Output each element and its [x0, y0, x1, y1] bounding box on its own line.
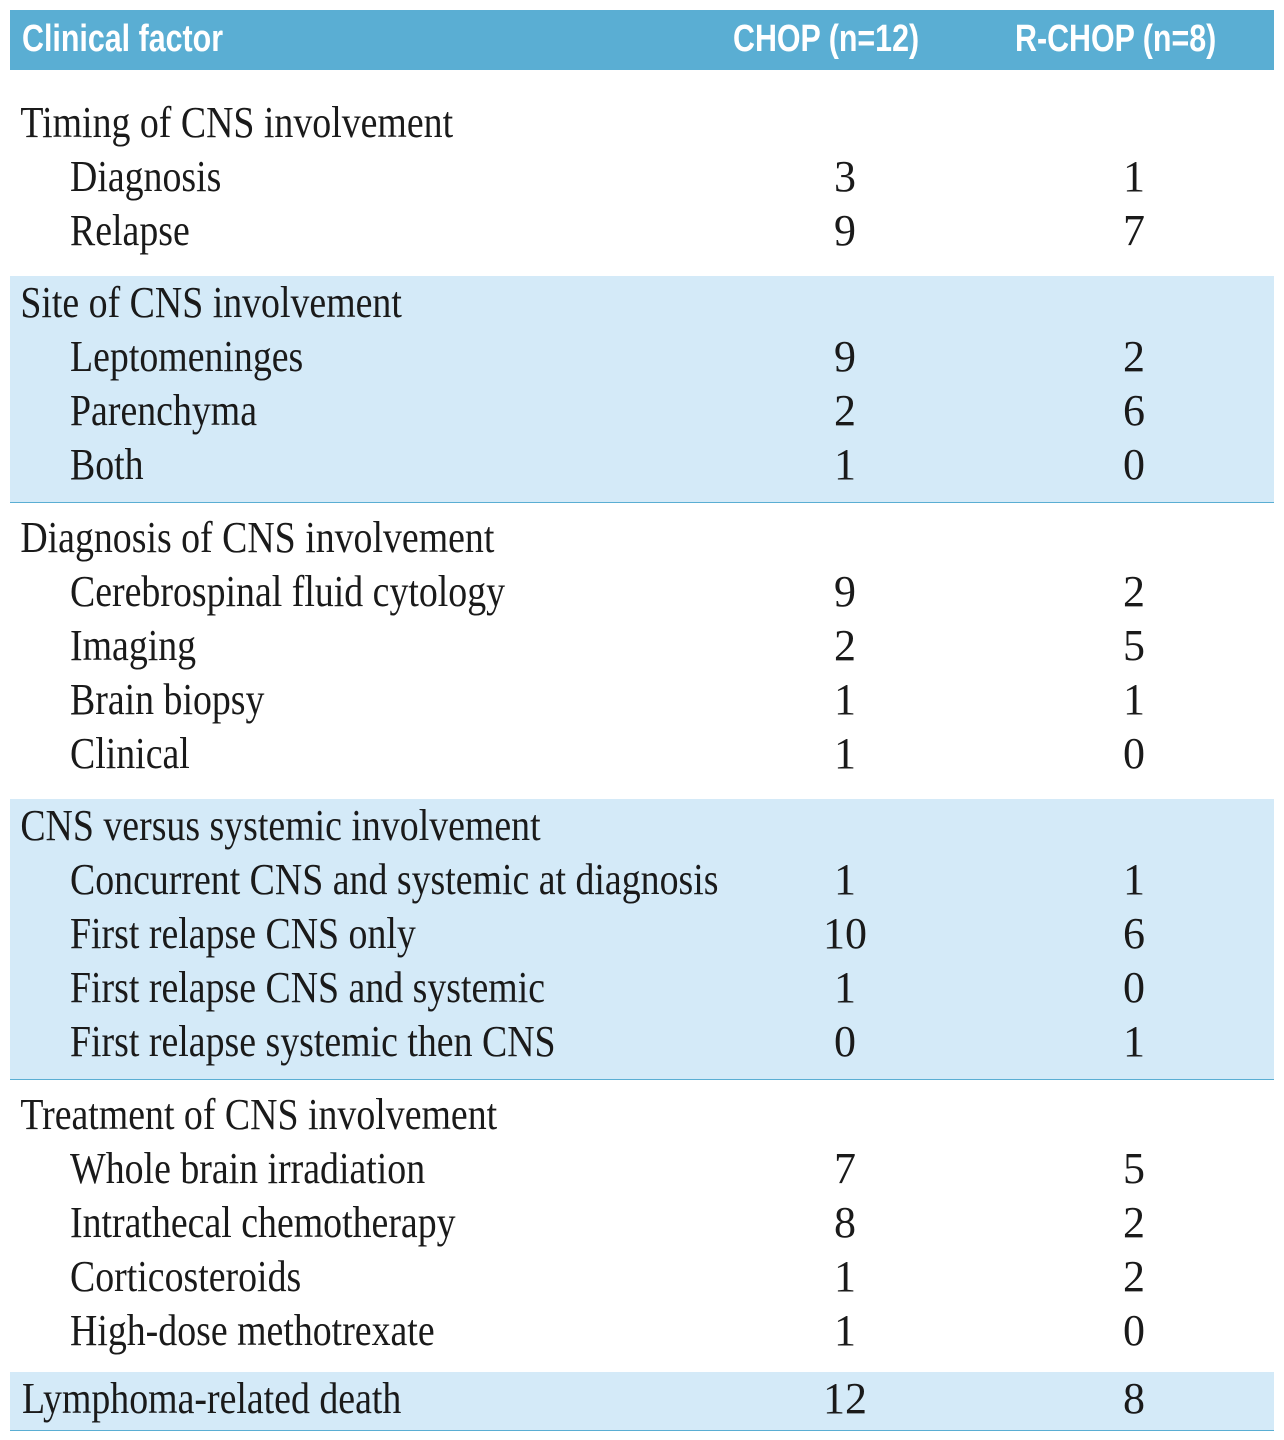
section-lymphoma-related-death	[10, 1372, 1274, 1431]
row-value-rchop: 0	[1123, 1306, 1145, 1355]
header-chop: CHOP (n=12)	[733, 18, 920, 60]
row-label: Brain biopsy	[70, 675, 265, 724]
row-label: Lymphoma-related death	[22, 1374, 402, 1423]
row-label: Concurrent CNS and systemic at diagnosis	[70, 855, 719, 904]
section-title: Treatment of CNS involvement	[20, 1090, 498, 1139]
section-1	[10, 276, 1274, 503]
table-row	[10, 907, 1274, 961]
table-row	[10, 1372, 1274, 1426]
table-row	[10, 961, 1274, 1015]
row-value-rchop: 6	[1123, 386, 1145, 435]
table-row	[10, 330, 1274, 384]
row-value-rchop: 8	[1123, 1374, 1145, 1423]
row-label: Cerebrospinal fluid cytology	[70, 567, 506, 616]
row-value-chop: 9	[834, 206, 856, 255]
table-row	[10, 853, 1274, 907]
section-title: CNS versus systemic involvement	[20, 801, 541, 850]
table-row	[10, 1250, 1274, 1304]
row-value-chop: 2	[834, 621, 856, 670]
row-value-chop: 1	[834, 675, 856, 724]
table-row	[10, 1015, 1274, 1069]
section-title: Timing of CNS involvement	[20, 98, 454, 147]
row-value-chop: 8	[834, 1198, 856, 1247]
table-body	[10, 96, 1274, 1368]
table-row	[10, 727, 1274, 781]
table-row	[10, 673, 1274, 727]
table-header	[10, 10, 1274, 70]
row-value-chop: 10	[823, 909, 867, 958]
row-label: Relapse	[70, 206, 190, 255]
table-row	[10, 619, 1274, 673]
row-value-chop: 7	[834, 1144, 856, 1193]
row-label: Parenchyma	[70, 386, 258, 435]
row-value-chop: 1	[834, 729, 856, 778]
row-value-chop: 9	[834, 567, 856, 616]
row-value-rchop: 1	[1123, 1017, 1145, 1066]
row-value-chop: 9	[834, 332, 856, 381]
row-label: Intrathecal chemotherapy	[70, 1198, 456, 1247]
header-clinical-factor: Clinical factor	[22, 18, 224, 60]
table-row	[10, 150, 1274, 204]
row-value-rchop: 0	[1123, 963, 1145, 1012]
row-value-chop: 0	[834, 1017, 856, 1066]
header-spacer	[10, 70, 1274, 96]
row-label: First relapse CNS and systemic	[70, 963, 546, 1012]
row-label: Leptomeninges	[70, 332, 304, 381]
row-label: Both	[70, 440, 144, 489]
header-rchop: R-CHOP (n=8)	[1015, 18, 1217, 60]
row-value-rchop: 0	[1123, 440, 1145, 489]
section-3	[10, 799, 1274, 1080]
row-value-chop: 1	[834, 963, 856, 1012]
row-value-chop: 1	[834, 855, 856, 904]
row-value-rchop: 1	[1123, 675, 1145, 724]
table-row	[10, 384, 1274, 438]
row-value-chop: 1	[834, 440, 856, 489]
row-value-rchop: 1	[1123, 855, 1145, 904]
row-label: First relapse CNS only	[70, 909, 416, 958]
row-value-rchop: 2	[1123, 1198, 1145, 1247]
section-2	[10, 511, 1274, 791]
row-value-rchop: 7	[1123, 206, 1145, 255]
table-row	[10, 204, 1274, 258]
row-label: Corticosteroids	[70, 1252, 302, 1301]
row-label: Diagnosis	[70, 152, 222, 201]
table-row	[10, 1196, 1274, 1250]
row-label: Whole brain irradiation	[70, 1144, 426, 1193]
row-value-chop: 2	[834, 386, 856, 435]
row-label: High-dose methotrexate	[70, 1306, 435, 1355]
clinical-factors-table	[10, 10, 1274, 1431]
row-value-rchop: 2	[1123, 332, 1145, 381]
row-value-chop: 1	[834, 1306, 856, 1355]
row-label: Imaging	[70, 621, 197, 670]
row-value-rchop: 5	[1123, 1144, 1145, 1193]
row-value-rchop: 5	[1123, 621, 1145, 670]
table-row	[10, 438, 1274, 492]
row-value-rchop: 6	[1123, 909, 1145, 958]
table-row	[10, 565, 1274, 619]
section-0	[10, 96, 1274, 268]
section-4	[10, 1088, 1274, 1368]
row-value-chop: 3	[834, 152, 856, 201]
row-label: First relapse systemic then CNS	[70, 1017, 556, 1066]
table-row	[10, 1304, 1274, 1358]
row-value-chop: 1	[834, 1252, 856, 1301]
section-title: Site of CNS involvement	[20, 278, 402, 327]
row-value-chop: 12	[823, 1374, 867, 1423]
row-value-rchop: 1	[1123, 152, 1145, 201]
row-label: Clinical	[70, 729, 190, 778]
section-title: Diagnosis of CNS involvement	[20, 513, 495, 562]
table-row	[10, 1142, 1274, 1196]
row-value-rchop: 2	[1123, 1252, 1145, 1301]
row-value-rchop: 2	[1123, 567, 1145, 616]
row-value-rchop: 0	[1123, 729, 1145, 778]
